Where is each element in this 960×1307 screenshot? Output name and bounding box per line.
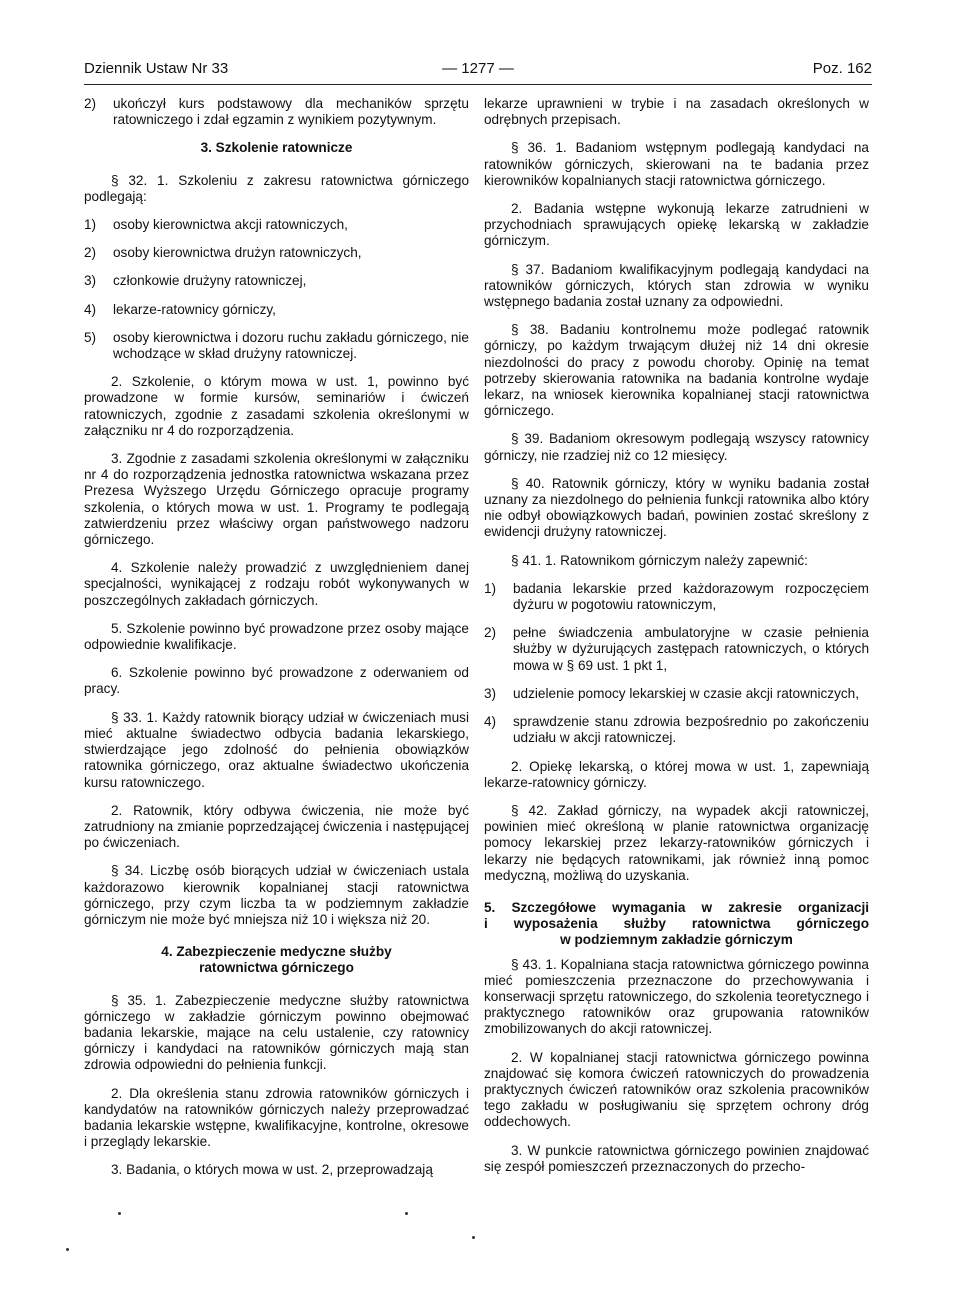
list-item-number: 3) [484, 685, 497, 701]
list-item [84, 273, 469, 289]
list-item [84, 330, 469, 362]
list-item [484, 686, 869, 702]
paragraph: 4. Szkolenie należy prowadzić z uwzględnieniem danej specjalności, wynikającej z rodzaju robót wykonywanych w poszczególnych zakładach górniczych. [84, 560, 469, 608]
section-heading [484, 900, 869, 949]
paragraph: 2. Ratownik, który odbywa ćwiczenia, nie może być zatrudniony na zmianie poprzedzającej ćwiczenia i następującej po ćwiczeniach. [84, 802, 469, 851]
left-column [84, 96, 469, 1191]
list-item-number: 2) [84, 245, 97, 261]
paragraph: lekarze uprawnieni w trybie i na zasadach określonych w odrębnych przepisach. [484, 96, 869, 128]
list-item-text: pełne świadczenia ambulatoryjne w czasie pełnienia służby w dyżurujących zastępach ratowniczych, o których mowa w § 69 ust. 1 pkt 1, [513, 625, 869, 673]
paragraph: § 39. Badaniom okresowym podlegają wszyscy ratownicy górniczy, nie rzadziej niż co 12 miesięcy. [484, 431, 869, 463]
list-item-text: ukończył kurs podstawowy dla mechaników sprzętu ratowniczego i zdał egzamin z wynikiem pozytywnym. [113, 96, 469, 128]
paragraph: § 35. 1. Zabezpieczenie medyczne służby ratownictwa górniczego w zakładzie górniczym powinno obejmować badania lekarskie, mające na celu ustalenie, czy ratownicy górniczy i kandydaci na ratowników górniczych mają stan zdrowia odpowiedni do pełnienia funkcji. [84, 992, 469, 1073]
paragraph: § 34. Liczbę osób biorących udział w ćwiczeniach ustala każdorazowo kierownik kopalnianej stacji ratownictwa górniczego, przy czym liczba ta w podziemnym zakładzie górniczym nie może być mniejsza niż 10 i większa niż 20. [84, 863, 469, 927]
list-item-number: 1) [84, 217, 97, 233]
right-column [484, 96, 869, 1187]
section-heading [84, 944, 469, 976]
section-heading-line: 5. Szczegółowe wymagania w zakresie organizacji [484, 899, 869, 915]
list-item-text: osoby kierownictwa akcji ratowniczych, [113, 217, 348, 233]
paragraph: 2. W kopalnianej stacji ratownictwa górniczego powinna znajdować się komora ćwiczeń ratowniczych do prowadzenia praktycznych ćwiczeń ratowników oraz szkolenia pracowników tego zakładu w posługiwaniu się sprzętem ochrony dróg oddechowych. [484, 1049, 869, 1130]
header-divider [84, 84, 872, 85]
paragraph: 3. W punkcie ratownictwa górniczego powinien znajdować się zespół pomieszczeń przeznaczonych do przecho- [484, 1142, 869, 1174]
list-item [484, 714, 869, 746]
section-heading-line: i wyposażenia służby ratownictwa górniczego [484, 916, 869, 932]
paragraph: 5. Szkolenie powinno być prowadzone przez osoby mające odpowiednie kwalifikacje. [84, 620, 469, 653]
list-item-number: 1) [484, 580, 497, 596]
paragraph: 2. Dla określenia stanu zdrowia ratowników górniczych i kandydatów na ratowników górniczych należy przeprowadzać badania lekarskie wstępne, kwalifikacyjne, kontrolne, okresowe i przeglądy lekarskie. [84, 1085, 469, 1150]
page-number: — 1277 — [442, 60, 514, 77]
list-item [84, 96, 469, 128]
paragraph: 2. Szkolenie, o którym mowa w ust. 1, powinno być prowadzone w formie kursów, seminariów i ćwiczeń ratowniczych, zgodnie z zasadami szkolenia określonymi w załączniku nr 4 do rozporządzenia. [84, 374, 469, 438]
list-item-text: osoby kierownictwa i dozoru ruchu zakładu górniczego, nie wchodzące w skład drużyny ratowniczej. [113, 329, 469, 362]
journal-title: Dziennik Ustaw Nr 33 [84, 60, 229, 77]
scan-speck [66, 1248, 69, 1251]
paragraph: 2. Opiekę lekarską, o której mowa w ust. 1, zapewniają lekarze-ratownicy górniczy. [484, 758, 869, 790]
list [484, 581, 869, 747]
paragraph: 2. Badania wstępne wykonują lekarze zatrudnieni w przychodniach sprawujących opiekę lekarską w zakładzie górniczym. [484, 201, 869, 249]
list-item [84, 302, 469, 318]
position-number: Poz. 162 [812, 60, 872, 77]
list-item [484, 625, 869, 674]
paragraph: 3. Zgodnie z zasadami szkolenia określonymi w załączniku nr 4 do rozporządzenia jednostka ratownictwa wskazana przez Prezesa Wyższego Urzędu Górniczego opracuje programy szkolenia, o których mowa w ust. 1. Programy te podlegają zatwierdzeniu przez właściwy organ państwowego nadzoru górniczego. [84, 451, 469, 548]
page-header [84, 60, 872, 84]
section-heading-line: ratownictwa górniczego [199, 960, 354, 976]
section-heading-line: w podziemnym zakładzie górniczym [560, 932, 793, 948]
paragraph: § 40. Ratownik górniczy, który w wyniku badania został uznany za niezdolnego do pełnienia funkcji ratownika albo który nie odbył obowiązkowych badań, powinien zostać skreślony z ewidencji drużyny ratowniczej. [484, 475, 869, 540]
paragraph: § 43. 1. Kopalniana stacja ratownictwa górniczego powinna mieć pomieszczenia przeznaczone do przechowywania i konserwacji sprzętu ratowniczego, do szkolenia teoretycznego i praktycznego ratowników oraz grupowania ratowników zmobilizowanych do akcji ratowniczej. [484, 956, 869, 1037]
list-item-number: 2) [484, 625, 497, 641]
paragraph: § 36. 1. Badaniom wstępnym podlegają kandydaci na ratowników górniczych, skierowani na te badania przez kierowników kopalnianych stacji ratownictwa górniczego. [484, 140, 869, 188]
scan-speck [118, 1212, 121, 1215]
paragraph: 3. Badania, o których mowa w ust. 2, przeprowadzają [111, 1162, 433, 1178]
list-item [484, 581, 869, 613]
list-item [84, 217, 469, 233]
paragraph: § 33. 1. Każdy ratownik biorący udział w ćwiczeniach musi mieć aktualne świadectwo odbycia badania lekarskiego, stwierdzające jego zdolność do pełnienia obowiązków ratownika górniczego, oraz aktualne świadectwo ukończenia kursu ratowniczego. [84, 709, 469, 790]
list [84, 217, 469, 362]
paragraph: § 37. Badaniom kwalifikacyjnym podlegają kandydaci na ratowników górniczych, których stan zdrowia w wyniku wstępnego badania został uznany za odpowiedni. [484, 261, 869, 310]
section-heading-line: 4. Zabezpieczenie medyczne służby [161, 944, 392, 960]
list-item-number: 5) [84, 329, 97, 345]
section-heading: 3. Szkolenie ratownicze [200, 140, 353, 156]
list-item-text: sprawdzenie stanu zdrowia bezpośrednio po zakończeniu udziału w akcji ratowniczej. [513, 714, 869, 746]
list-item-number: 2) [84, 96, 97, 111]
list-item [84, 245, 469, 261]
list-item-text: badania lekarskie przed każdorazowym rozpoczęciem dyżuru w pogotowiu ratowniczym, [513, 580, 869, 613]
paragraph: 6. Szkolenie powinno być prowadzone z oderwaniem od pracy. [84, 665, 469, 697]
scan-speck [472, 1236, 475, 1239]
list-item-number: 4) [84, 301, 97, 317]
paragraph: § 38. Badaniu kontrolnemu może podlegać ratownik górniczy, po każdym trwającym dłużej niż 14 dni okresie niezdolności do pracy z powodu choroby. Opinię na temat potrzeby skierowania ratownika na badania kontrolne wydaje lekarz, na wniosek kierownika kopalnianej stacji ratownictwa górniczego. [484, 322, 869, 419]
list-item-number: 3) [84, 273, 97, 289]
list-item-text: lekarze-ratownicy górniczy, [113, 301, 276, 317]
scan-speck [405, 1212, 408, 1215]
list-item-number: 4) [484, 714, 497, 730]
paragraph: § 42. Zakład górniczy, na wypadek akcji ratowniczej, powinien mieć określoną w planie ratownictwa organizację pomocy lekarskiej przez lekarzy-ratowników górniczych i lekarzy nie będących ratownikami, jak również inną pomoc medyczną, możliwą do uzyskania. [484, 802, 869, 883]
list-item-text: osoby kierownictwa drużyn ratowniczych, [113, 245, 362, 261]
paragraph: § 32. 1. Szkoleniu z zakresu ratownictwa górniczego podlegają: [84, 172, 469, 204]
list-item-text: członkowie drużyny ratowniczej, [113, 273, 307, 289]
paragraph: § 41. 1. Ratownikom górniczym należy zapewnić: [511, 552, 808, 568]
list-item-text: udzielenie pomocy lekarskiej w czasie akcji ratowniczych, [513, 685, 860, 701]
